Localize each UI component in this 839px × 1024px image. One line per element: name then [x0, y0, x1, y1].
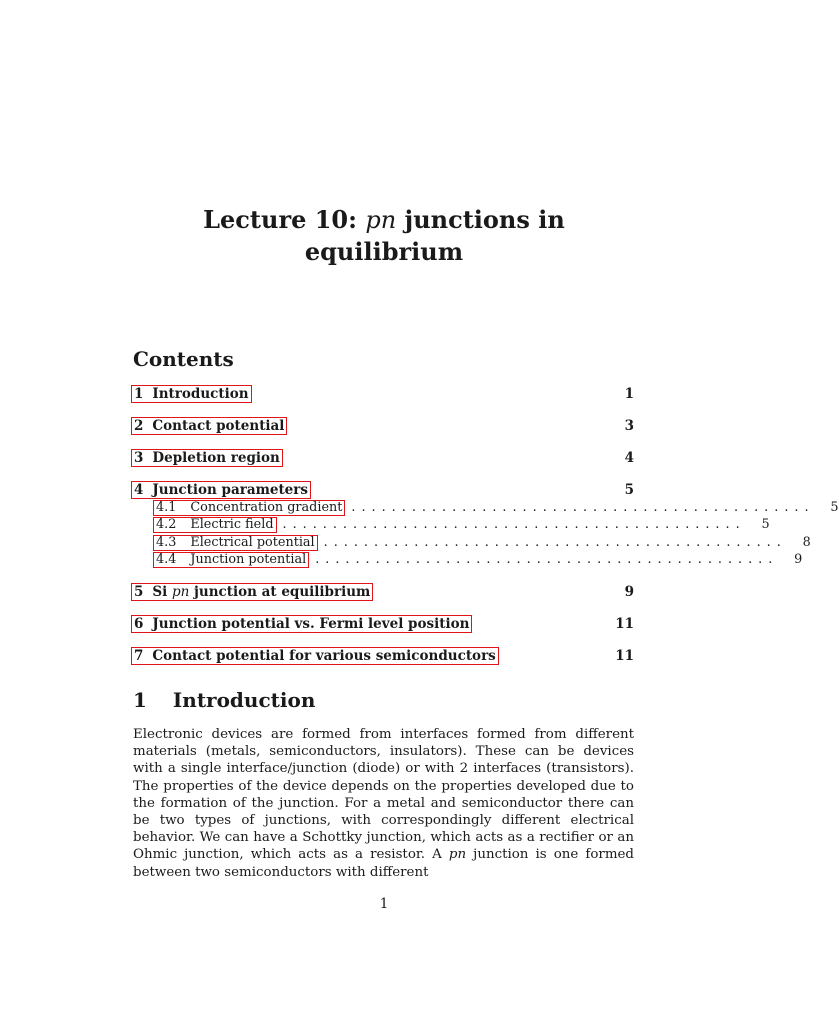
toc-link-si-pn-junction[interactable]: 5 Si pn junction at equilibrium: [131, 583, 373, 601]
toc-link-contact-potential-semiconductors[interactable]: 7 Contact potential for various semiconductors: [131, 647, 499, 665]
toc-entry-junction-parameters[interactable]: [131, 480, 634, 500]
toc-page-number: 8: [802, 535, 811, 550]
toc-page-number: 11: [615, 648, 634, 664]
toc-page-number: 5: [761, 517, 770, 532]
toc-leader-dots: ..............................................: [315, 552, 779, 567]
body-paragraph: Electronic devices are formed from interfaces formed from different materials (metals, semiconductors, insulators). These can be devices with a single interface/junction (diode) or with 2 interfaces (transistors). The properties of the device depends on the properties developed due to the formation of the junction. For a metal and semiconductor there can be two types of junctions, with correspondingly different electrical behavior. We can have a Schottky junction, which acts as a rectifier or an Ohmic junction, which acts as a resistor. A pn junction is one formed between two semiconductors with different: [133, 727, 635, 880]
toc-entry-electrical-potential[interactable]: [153, 534, 811, 551]
toc-page-number: 9: [794, 552, 803, 567]
page-number: 1: [379, 896, 389, 912]
toc-entry-introduction[interactable]: [131, 384, 634, 404]
toc-link-concentration-gradient[interactable]: 4.1 Concentration gradient: [153, 500, 345, 516]
toc-entry-contact-potential[interactable]: [131, 416, 634, 436]
section-title: Introduction: [172, 688, 316, 712]
toc-page-number: 5: [830, 500, 839, 515]
toc-link-junction-parameters[interactable]: 4 Junction parameters: [131, 481, 311, 499]
toc-link-electrical-potential[interactable]: 4.3 Electrical potential: [153, 535, 318, 551]
section-number: 1: [133, 688, 147, 712]
toc-page-number: 1: [624, 386, 634, 402]
toc-link-junction-potential[interactable]: 4.4 Junction potential: [153, 552, 309, 568]
toc-leader-dots: ..............................................: [323, 535, 787, 550]
title-line-2: equilibrium: [304, 237, 464, 266]
toc-leader-dots: ..............................................: [282, 517, 746, 532]
title-line-1: Lecture 10: pn junctions in: [203, 205, 565, 234]
toc-page-number: 11: [615, 616, 634, 632]
toc-entry-contact-potential-semiconductors[interactable]: [131, 646, 634, 666]
toc-link-introduction[interactable]: 1 Introduction: [131, 385, 252, 403]
toc-link-junction-potential-vs-fermi[interactable]: 6 Junction potential vs. Fermi level position: [131, 615, 472, 633]
section-heading-introduction: [133, 688, 315, 712]
toc-entry-depletion-region[interactable]: [131, 448, 634, 468]
toc-entry-si-pn-junction[interactable]: [131, 582, 634, 602]
toc-page-number: 5: [624, 482, 634, 498]
toc-entry-junction-potential-vs-fermi[interactable]: [131, 614, 634, 634]
lecture-title: [0, 204, 768, 268]
toc-entry-concentration-gradient[interactable]: [153, 499, 839, 516]
toc-entry-electric-field[interactable]: [153, 516, 770, 533]
toc-page-number: 3: [624, 418, 634, 434]
toc-link-depletion-region[interactable]: 3 Depletion region: [131, 449, 283, 467]
toc-entry-junction-potential[interactable]: [153, 551, 803, 568]
contents-heading: Contents: [133, 347, 234, 371]
toc-leader-dots: ..............................................: [351, 500, 815, 515]
toc-page-number: 4: [624, 450, 634, 466]
toc-page-number: 9: [624, 584, 634, 600]
toc-link-contact-potential[interactable]: 2 Contact potential: [131, 417, 287, 435]
toc-link-electric-field[interactable]: 4.2 Electric field: [153, 517, 277, 533]
